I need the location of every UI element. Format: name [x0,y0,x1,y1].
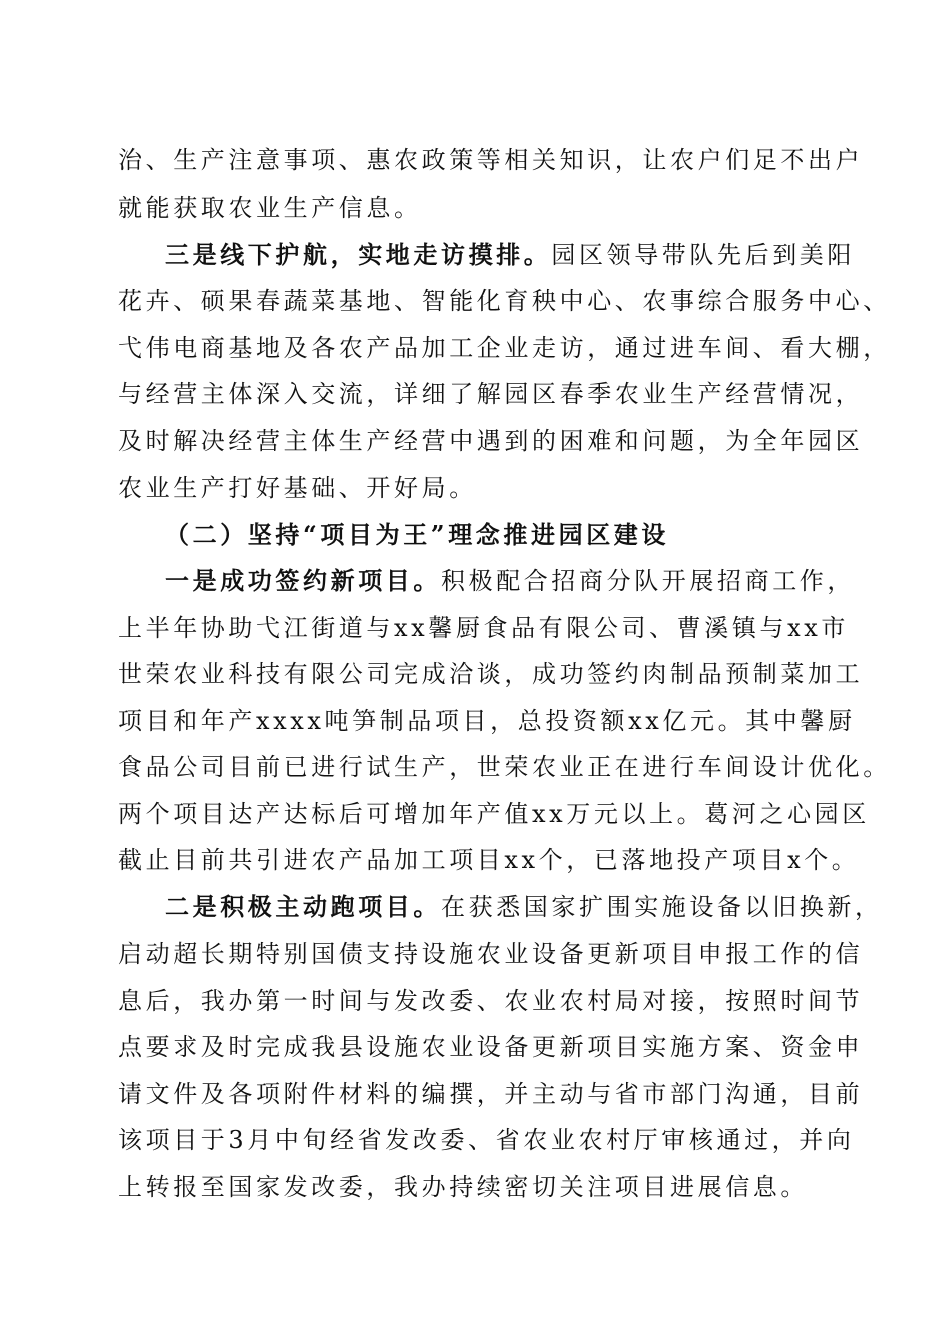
text-line: 农业生产打好基础、开好局。 [118,474,477,502]
paragraph-first-line [165,238,856,272]
paragraph-text: 园区领导带队先后到美阳 [551,241,856,269]
text-line: 上转报至国家发改委，我办持续密切关注项目进展信息。 [118,1173,808,1201]
text-line: 启动超长期特别国债支持设施农业设备更新项目申报工作的信 [118,940,864,968]
text-line: 该项目于3月中旬经省发改委、省农业农村厅审核通过，并向 [118,1126,855,1154]
paragraph-text: 积极配合招商分队开展招商工作， [441,567,855,595]
text-line: 截止目前共引进农产品加工项目xx个，已落地投产项目x个。 [118,846,860,874]
text-line: 上半年协助弋江街道与xx馨厨食品有限公司、曹溪镇与xx市 [118,614,849,642]
text-line: 项目和年产xxxx吨笋制品项目，总投资额xx亿元。其中馨厨 [118,707,856,735]
text-line: 请文件及各项附件材料的编撰，并主动与省市部门沟通，目前 [118,1080,864,1108]
text-line: 世荣农业科技有限公司完成洽谈，成功签约肉制品预制菜加工 [118,660,864,688]
text-line: 点要求及时完成我县设施农业设备更新项目实施方案、资金申 [118,1033,864,1061]
text-line: 息后，我办第一时间与发改委、农业农村局对接，按照时间节 [118,987,864,1015]
text-line: 两个项目达产达标后可增加年产值xx万元以上。葛河之心园区 [118,800,870,828]
paragraph-first-line [165,564,855,598]
paragraph-lead: 二是积极主动跑项目。 [165,892,441,921]
text-line: 治、生产注意事项、惠农政策等相关知识，让农户们足不出户 [118,146,864,174]
paragraph-first-line [165,890,883,924]
text-line: 食品公司目前已进行试生产，世荣农业正在进行车间设计优化。 [118,753,891,781]
text-line: 就能获取农业生产信息。 [118,194,422,222]
text-line: 弋伟电商基地及各农产品加工企业走访，通过进车间、看大棚， [118,334,891,362]
section-heading: （二）坚持“项目为王”理念推进园区建设 [165,520,670,549]
paragraph-lead: 三是线下护航，实地走访摸排。 [165,240,552,269]
text-line: 及时解决经营主体生产经营中遇到的困难和问题，为全年园区 [118,427,864,455]
paragraph-lead: 一是成功签约新项目。 [165,566,441,595]
paragraph-text: 在获悉国家扩围实施设备以旧换新， [441,893,883,921]
text-line: 与经营主体深入交流，详细了解园区春季农业生产经营情况， [118,380,864,408]
text-line: 花卉、硕果春蔬菜基地、智能化育秧中心、农事综合服务中心、 [118,287,891,315]
